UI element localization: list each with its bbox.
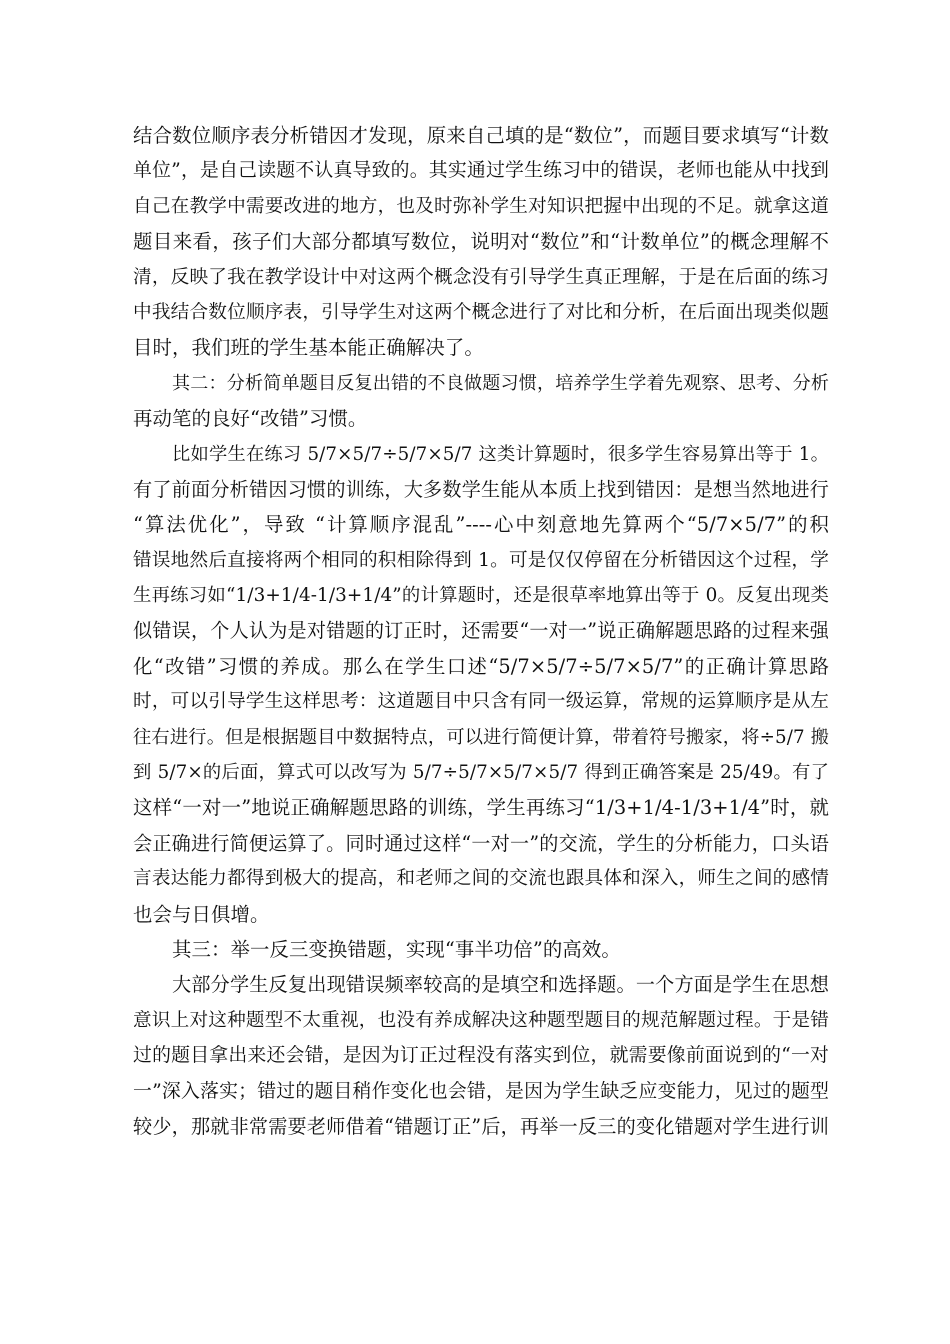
text-line: 意识上对这种题型不太重视，也没有养成解决这种题型题目的规范解题过程。于是错: [133, 1009, 829, 1031]
document-body-text: [133, 118, 829, 1144]
text-line: 时，可以引导学生这样思考：这道题目中只含有同一级运算，常规的运算顺序是从左: [133, 691, 829, 713]
text-line: 化“改错”习惯的养成。那么在学生口述“5/7×5/7÷5/7×5/7”的正确计算思路: [133, 654, 829, 678]
text-line: 比如学生在练习 5/7×5/7÷5/7×5/7 这类计算题时，很多学生容易算出等于 1。: [172, 443, 829, 465]
text-line: 也会与日俱增。: [133, 902, 270, 926]
text-line: 似错误，个人认为是对错题的订正时，还需要“一对一”说正确解题思路的过程来强: [133, 619, 829, 643]
text-line: 较少，那就非常需要老师借着“错题订正”后，再举一反三的变化错题对学生进行训: [133, 1114, 829, 1138]
text-line: 到 5/7×的后面，算式可以改写为 5/7÷5/7×5/7×5/7 得到正确答案是 25/49。有了: [133, 762, 829, 784]
text-line: 结合数位顺序表分析错因才发现，原来自己填的是“数位”，而题目要求填写“计数: [133, 124, 829, 147]
text-line: 中我结合数位顺序表，引导学生对这两个概念进行了对比和分析，在后面出现类似题: [133, 301, 829, 323]
text-line: 其二：分析简单题目反复出错的不良做题习惯，培养学生学着先观察、思考、分析: [172, 372, 829, 394]
text-line: 生再练习如“1/3+1/4-1/3+1/4”的计算题时，还是很草率地算出等于 0。反复出现类: [133, 585, 829, 607]
text-line: 一”深入落实；错过的题目稍作变化也会错，是因为学生缺乏应变能力，见过的题型: [133, 1079, 829, 1102]
text-line: 会正确进行简便运算了。同时通过这样“一对一”的交流，学生的分析能力，口头语: [133, 831, 829, 855]
text-line: 这样“一对一”地说正确解题思路的训练，学生再练习“1/3+1/4-1/3+1/4”时，就: [133, 796, 829, 820]
text-line: 大部分学生反复出现错误频率较高的是填空和选择题。一个方面是学生在思想: [172, 973, 829, 997]
text-line: 往右进行。但是根据题目中数据特点，可以进行简便计算，带着符号搬家，将÷5/7 搬: [133, 726, 829, 748]
text-line: 有了前面分析错因习惯的训练，大多数学生能从本质上找到错因：是想当然地进行: [133, 477, 829, 501]
text-line: 过的题目拿出来还会错，是因为订正过程没有落实到位，就需要像前面说到的“一对: [133, 1044, 829, 1067]
text-line: 自己在教学中需要改进的地方，也及时弥补学生对知识把握中出现的不足。就拿这道: [133, 195, 829, 217]
text-line: “算法优化”，导致 “计算顺序混乱”----心中刻意地先算两个“5/7×5/7”的积: [133, 513, 829, 537]
text-line: 其三：举一反三变换错题，实现“事半功倍”的高效。: [172, 937, 621, 961]
text-line: 再动笔的良好“改错”习惯。: [133, 407, 368, 431]
text-line: 单位”，是自己读题不认真导致的。其实通过学生练习中的错误，老师也能从中找到: [133, 159, 829, 182]
text-line: 错误地然后直接将两个相同的积相除得到 1。可是仅仅停留在分析错因这个过程，学: [133, 549, 829, 571]
text-line: 清，反映了我在教学设计中对这两个概念没有引导学生真正理解，于是在后面的练习: [133, 266, 829, 288]
text-line: 题目来看，孩子们大部分都填写数位，说明对“数位”和“计数单位”的概念理解不: [133, 230, 829, 254]
text-line: 目时，我们班的学生基本能正确解决了。: [133, 336, 484, 360]
text-line: 言表达能力都得到极大的提高，和老师之间的交流也跟具体和深入，师生之间的感情: [133, 868, 829, 890]
